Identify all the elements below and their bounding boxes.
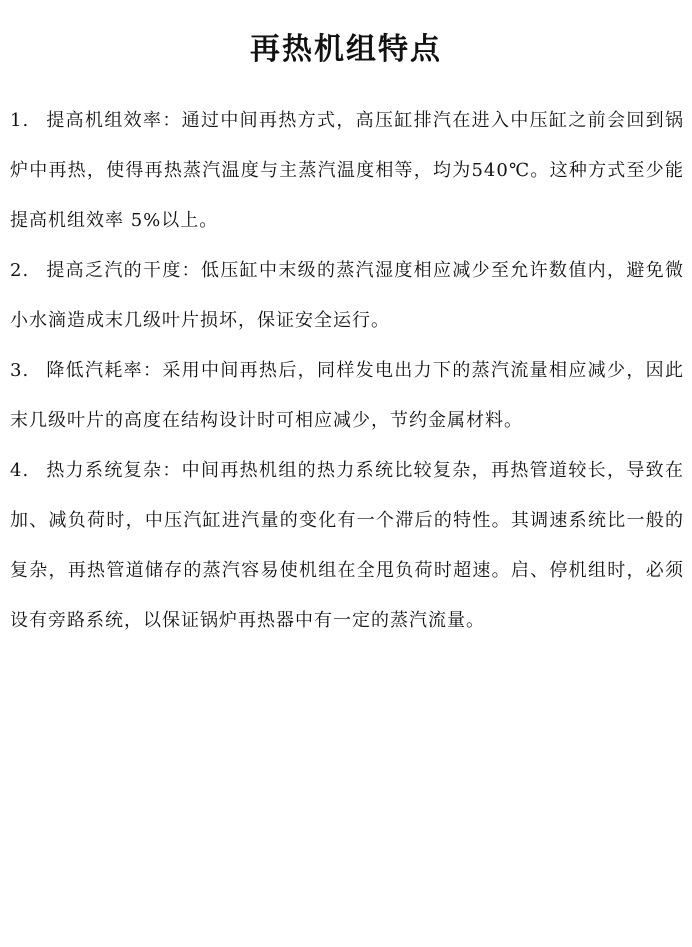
item-number-3: 3. [10, 360, 30, 381]
list-item-4 [10, 446, 684, 646]
list-item-3 [10, 346, 684, 446]
item-number-2: 2. [10, 260, 30, 281]
item-number-4: 4. [10, 460, 30, 481]
list-item-1 [10, 96, 684, 246]
item-text-3: 降低汽耗率：采用中间再热后，同样发电出力下的蒸汽流量相应减少，因此末几级叶片的高度在结构设计时可相应减少，节约金属材料。 [10, 360, 684, 431]
list-item-2 [10, 246, 684, 346]
item-text-4: 热力系统复杂：中间再热机组的热力系统比较复杂，再热管道较长，导致在加、减负荷时，中压汽缸进汽量的变化有一个滞后的特性。其调速系统比一般的复杂，再热管道储存的蒸汽容易使机组在全甩负荷时超速。启、停机组时，必须设有旁路系统，以保证锅炉再热器中有一定的蒸汽流量。 [10, 460, 684, 631]
item-number-1: 1. [10, 110, 30, 131]
item-text-2: 提高乏汽的干度：低压缸中末级的蒸汽湿度相应减少至允许数值内，避免微小水滴造成末几级叶片损坏，保证安全运行。 [10, 260, 684, 331]
page-title: 再热机组特点 [250, 32, 442, 67]
document-body [10, 96, 684, 646]
item-text-1: 提高机组效率：通过中间再热方式，高压缸排汽在进入中压缸之前会回到锅炉中再热，使得再热蒸汽温度与主蒸汽温度相等，均为540℃。这种方式至少能提高机组效率 5%以上。 [10, 110, 684, 231]
